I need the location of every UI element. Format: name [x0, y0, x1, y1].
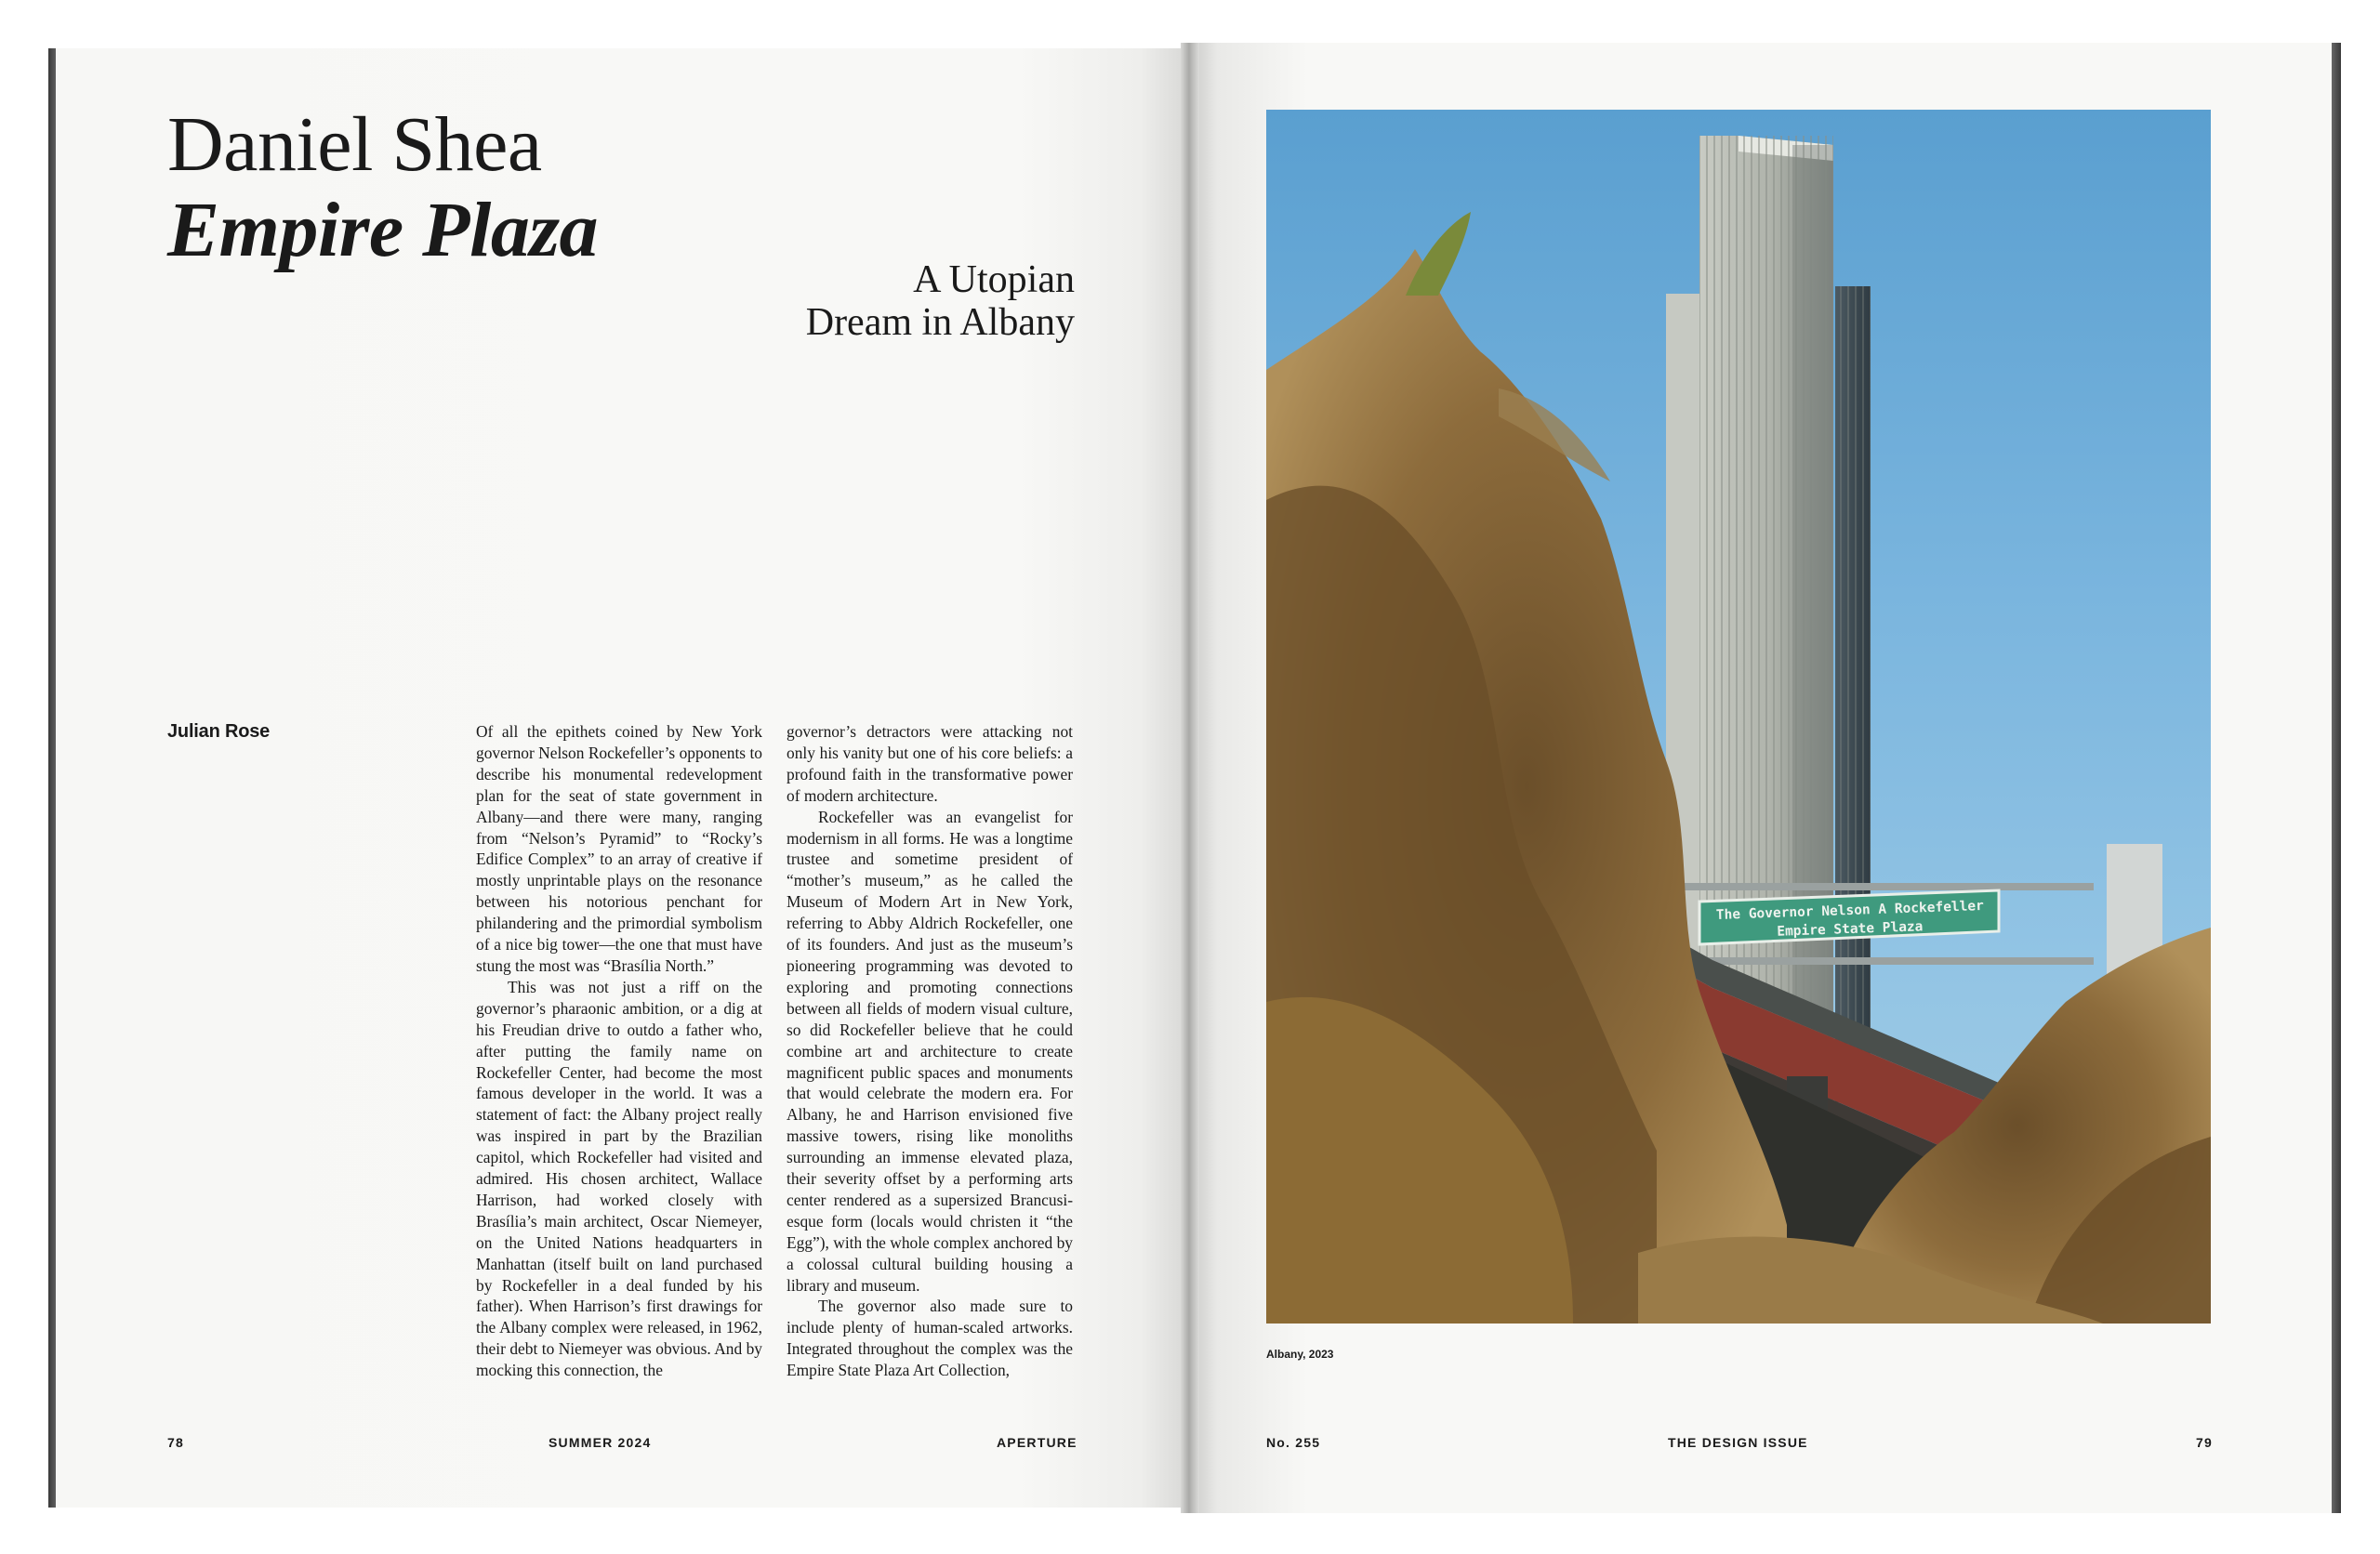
folio-issue-number: No. 255	[1266, 1435, 1321, 1450]
folio-issue-title: THE DESIGN ISSUE	[1668, 1435, 1808, 1450]
paragraph: The governor also made sure to include plenty of human-scaled artworks. Integrated throughout the complex was the Empire State Plaza Art Collection,	[787, 1297, 1073, 1380]
subtitle-line-2: Dream in Albany	[805, 301, 1075, 344]
folio-page-number-left: 78	[167, 1435, 184, 1450]
sign-text-line-2: Empire State Plaza	[1777, 919, 1924, 940]
paragraph: Rockefeller was an evangelist for modernism in all forms. He was a longtime trustee and sometime president of “mother’s museum,” as he called the Museum of Modern Art in New York, referring to Abby Aldrich Rockefeller, one of its founders. And just as the museum’s pioneering programming was devoted to exploring and promoting connections between all fields of modern visual culture, so did Rockefeller believe that he could combine art and architecture to create magnificent public spaces and monuments that would celebrate the modern era. For Albany, he and Harrison envisioned five massive towers, rising like monoliths surrounding an immense elevated plaza, their severity offset by a performing arts center rendered as a supersized Brancusi-esque form (locals would christen it “the Egg”), with the whole complex anchored by a colossal cultural building housing a library and museum.	[787, 807, 1073, 1295]
author-byline: Julian Rose	[167, 721, 271, 742]
sign-text-line-1: The Governor Nelson A Rockefeller	[1715, 898, 1985, 924]
title-work-name: Empire Plaza	[167, 187, 599, 273]
photo-illustration	[1266, 110, 2211, 1324]
photograph-empire-plaza	[1266, 110, 2211, 1324]
book-gutter	[1181, 43, 1199, 1513]
text-column-1	[476, 721, 762, 1381]
photo-caption: Albany, 2023	[1266, 1348, 1334, 1361]
article-subtitle	[703, 258, 1075, 344]
paragraph: This was not just a riff on the governor’s pharaonic ambition, or a dig at his Freudian drive to outdo a father who, after putting the family name on Rockefeller Center, had become the most famous developer in the world. It was a statement of fact: the Albany project really was inspired in part by the Brazilian capitol, which Rockefeller had visited and admired. His chosen architect, Wallace Harrison, had worked closely with Brasília’s main architect, Oscar Niemeyer, on the United Nations headquarters in Manhattan (itself built on land purchased by Rockefeller in a deal funded by his father). When Harrison’s first drawings for the Albany complex were released, in 1962, their debt to Niemeyer was obvious. And by mocking this connection, the	[476, 977, 762, 1380]
paragraph: governor’s detractors were attacking not only his vanity but one of his core beliefs: a profound faith in the transformative power of modern architecture.	[787, 722, 1073, 805]
paragraph: Of all the epithets coined by New York governor Nelson Rockefeller’s opponents to describe his monumental redevelopment plan for the seat of state government in Albany—and there were many, ranging from “Nelson’s Pyramid” to “Rocky’s Edifice Complex” to an array of creative if mostly unprintable plays on the resonance between his notorious penchant for philandering and the primordial symbolism of a nice big tower—the one that must have stung the most was “Brasília North.”	[476, 722, 762, 975]
title-artist-name: Daniel Shea	[167, 101, 542, 188]
text-column-2	[787, 721, 1073, 1381]
subtitle-line-1: A Utopian	[913, 258, 1075, 301]
folio-page-number-right: 79	[2196, 1435, 2213, 1450]
folio-magazine-name: APERTURE	[997, 1435, 1078, 1450]
folio-issue-date: SUMMER 2024	[549, 1435, 652, 1450]
